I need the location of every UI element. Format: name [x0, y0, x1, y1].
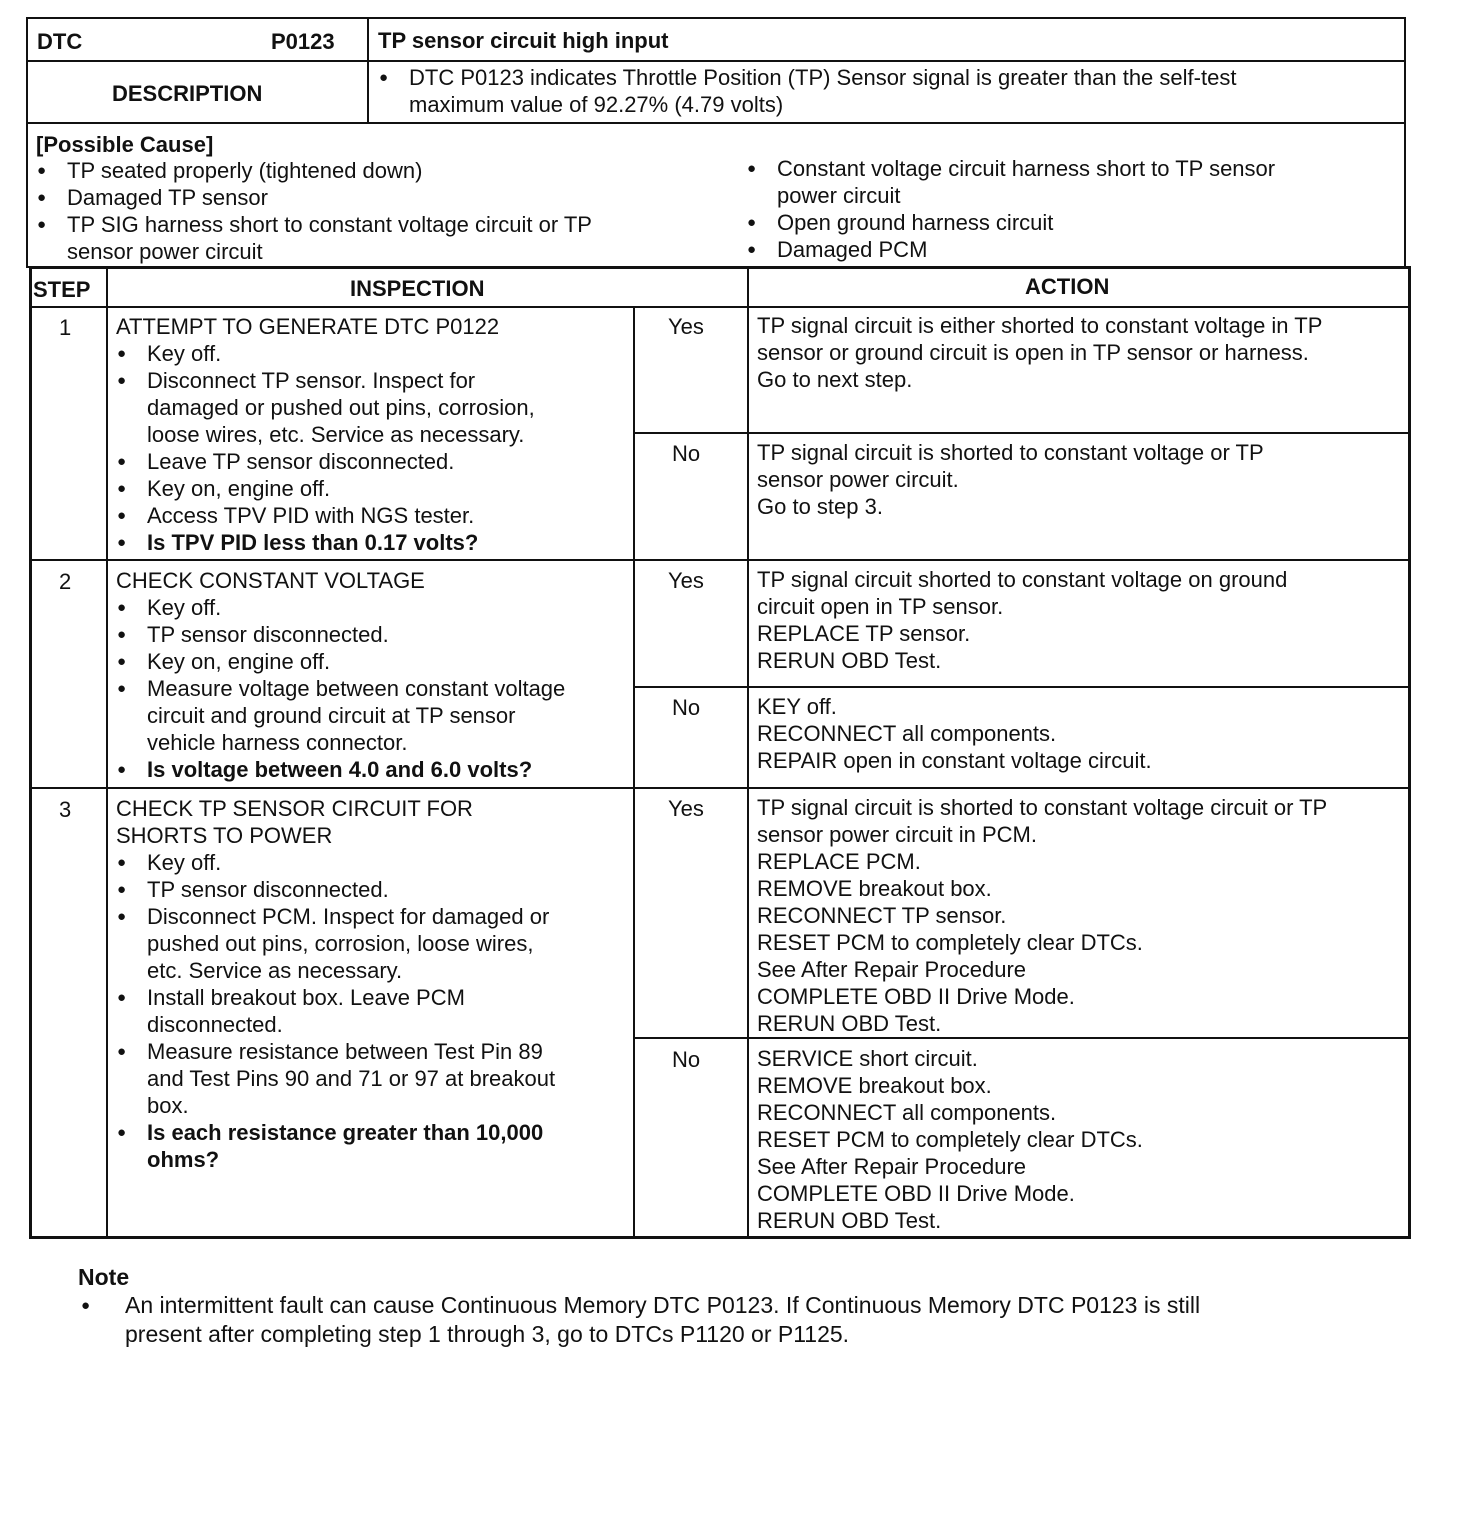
yes-action-line: TP signal circuit is shorted to constant voltage circuit or TP	[757, 795, 1328, 820]
yes-action	[757, 566, 1287, 674]
inspection-item	[116, 1038, 555, 1119]
no-action-line: RECONNECT all components.	[757, 721, 1057, 746]
step-title-line: CHECK TP SENSOR CIRCUIT FOR	[116, 796, 473, 821]
yes-action	[757, 312, 1322, 393]
step-number: 3	[59, 797, 72, 822]
no-label: No	[672, 441, 701, 466]
step-number: 1	[59, 315, 72, 340]
inspection-item	[116, 621, 565, 648]
step-1-2-divider	[29, 559, 1411, 561]
inspection-item-line: damaged or pushed out pins, corrosion,	[147, 395, 535, 420]
yes-label: Yes	[668, 568, 704, 593]
inspection-item-line: Key on, engine off.	[147, 476, 331, 501]
yes-action-line: sensor power circuit in PCM.	[757, 822, 1037, 847]
inspection-item-line: TP sensor disconnected.	[147, 622, 389, 647]
inspection-item-line: Key off.	[147, 850, 222, 875]
yes-action-line: circuit open in TP sensor.	[757, 594, 1004, 619]
action-column-header: ACTION	[1025, 274, 1110, 299]
description-line-1: DTC P0123 indicates Throttle Position (TP) Sensor signal is greater than the self-test	[409, 65, 1237, 90]
inspection-item-line: disconnected.	[147, 1012, 283, 1037]
inspection-item-line: Disconnect TP sensor. Inspect for	[147, 368, 476, 393]
inspection-item-line: Is each resistance greater than 10,000	[147, 1120, 544, 1145]
dtc-label: DTC	[37, 29, 83, 54]
inspection-item-line: pushed out pins, corrosion, loose wires,	[147, 931, 534, 956]
yes-action-line: REMOVE breakout box.	[757, 876, 992, 901]
inspection-item-line: Key off.	[147, 341, 222, 366]
possible-cause-list-right	[746, 155, 1275, 263]
no-action-line: REMOVE breakout box.	[757, 1073, 992, 1098]
inspection-item-line: Leave TP sensor disconnected.	[147, 449, 455, 474]
inspection-item-line: TP sensor disconnected.	[147, 877, 389, 902]
inspection-item-line: Disconnect PCM. Inspect for damaged or	[147, 904, 550, 929]
yes-action-line: COMPLETE OBD II Drive Mode.	[757, 984, 1075, 1009]
inspection-item	[116, 367, 535, 448]
yes-action-line: Go to next step.	[757, 367, 913, 392]
possible-cause-item-line: TP SIG harness short to constant voltage circuit or TP	[67, 212, 592, 237]
action-column-divider	[747, 266, 749, 1239]
step-column-header: STEP	[33, 277, 91, 302]
step-inspection-list	[116, 849, 555, 1173]
step-inspection-list	[116, 594, 565, 783]
inspection-item	[116, 502, 535, 529]
no-action-line: Go to step 3.	[757, 494, 883, 519]
step-inspection-list	[116, 340, 535, 556]
description-line-2: maximum value of 92.27% (4.79 volts)	[409, 92, 784, 117]
inspection-item	[116, 594, 565, 621]
yes-action-line: sensor or ground circuit is open in TP sensor or harness.	[757, 340, 1309, 365]
possible-cause-heading: [Possible Cause]	[36, 132, 214, 157]
possible-cause-item	[36, 211, 592, 265]
inspection-item-line: circuit and ground circuit at TP sensor	[147, 703, 516, 728]
dtc-code: P0123	[271, 29, 335, 54]
no-action-line: RERUN OBD Test.	[757, 1208, 942, 1233]
possible-cause-item-line: power circuit	[777, 183, 901, 208]
possible-cause-item	[746, 209, 1275, 236]
no-action	[757, 439, 1264, 520]
yes-action	[757, 794, 1327, 1037]
inspection-item	[116, 475, 535, 502]
possible-cause-item	[746, 236, 1275, 263]
header-column-divider	[367, 17, 369, 124]
inspection-item-line: box.	[147, 1093, 189, 1118]
header-divider	[26, 60, 1406, 62]
no-action-line: See After Repair Procedure	[757, 1154, 1027, 1179]
possible-cause-item	[36, 184, 592, 211]
possible-cause-item-line: sensor power circuit	[67, 239, 263, 264]
inspection-item-line: Install breakout box. Leave PCM	[147, 985, 465, 1010]
step-2-3-divider	[29, 787, 1411, 789]
no-action-line: KEY off.	[757, 694, 837, 719]
step-column-divider	[106, 266, 108, 1239]
yes-action-line: RERUN OBD Test.	[757, 1011, 942, 1036]
possible-cause-item-line: Damaged TP sensor	[67, 185, 268, 210]
yes-action-line: REPLACE PCM.	[757, 849, 921, 874]
note-list	[80, 1291, 1200, 1349]
no-action-line: COMPLETE OBD II Drive Mode.	[757, 1181, 1075, 1206]
inspection-item-line: Measure resistance between Test Pin 89	[147, 1039, 543, 1064]
inspection-item	[116, 903, 555, 984]
dtc-title: TP sensor circuit high input	[378, 28, 669, 53]
step-1-yes-no-divider	[633, 432, 1411, 434]
inspection-item	[116, 529, 535, 556]
possible-cause-item-line: Open ground harness circuit	[777, 210, 1054, 235]
inspection-item-line: vehicle harness connector.	[147, 730, 408, 755]
no-label: No	[672, 1047, 701, 1072]
inspection-item-line: Access TPV PID with NGS tester.	[147, 503, 475, 528]
step-title-line: CHECK CONSTANT VOLTAGE	[116, 568, 425, 593]
description-bullet	[378, 64, 1236, 118]
inspection-item-line: Is voltage between 4.0 and 6.0 volts?	[147, 757, 533, 782]
inspection-item	[116, 756, 565, 783]
description-text	[378, 64, 1236, 118]
yes-action-line: REPLACE TP sensor.	[757, 621, 971, 646]
no-action-line: RECONNECT all components.	[757, 1100, 1057, 1125]
no-action-line: RESET PCM to completely clear DTCs.	[757, 1127, 1143, 1152]
note-line-1: An intermittent fault can cause Continuous Memory DTC P0123. If Continuous Memory DTC P0123 is still	[125, 1292, 1201, 1318]
inspection-item	[116, 984, 555, 1038]
step-number: 2	[59, 569, 72, 594]
yes-label: Yes	[668, 314, 704, 339]
possible-cause-list-left	[36, 157, 592, 265]
inspection-item-line: Key off.	[147, 595, 222, 620]
no-label: No	[672, 695, 701, 720]
step-2-yes-no-divider	[633, 686, 1411, 688]
no-action-line: SERVICE short circuit.	[757, 1046, 978, 1071]
description-label: DESCRIPTION	[112, 81, 263, 106]
yes-action-line: RESET PCM to completely clear DTCs.	[757, 930, 1143, 955]
inspection-item	[116, 849, 555, 876]
possible-cause-item-line: Damaged PCM	[777, 237, 928, 262]
note-bullet	[80, 1291, 1200, 1349]
inspection-item-line: Is TPV PID less than 0.17 volts?	[147, 530, 479, 555]
inspection-column-divider	[633, 306, 635, 1239]
possible-cause-item	[746, 155, 1275, 209]
inspection-item-line: Measure voltage between constant voltage	[147, 676, 566, 701]
inspection-item	[116, 340, 535, 367]
note-line-2: present after completing step 1 through 3, go to DTCs P1120 or P1125.	[125, 1321, 850, 1347]
possible-cause-item	[36, 157, 592, 184]
no-action	[757, 1045, 1143, 1234]
inspection-item-line: ohms?	[147, 1147, 220, 1172]
step-title	[116, 313, 535, 556]
inspection-item-line: etc. Service as necessary.	[147, 958, 403, 983]
step-title-line: ATTEMPT TO GENERATE DTC P0122	[116, 314, 500, 339]
column-header-divider	[29, 306, 1411, 308]
step-title	[116, 567, 565, 783]
step-title	[116, 795, 555, 1173]
inspection-item	[116, 448, 535, 475]
yes-action-line: RERUN OBD Test.	[757, 648, 942, 673]
yes-label: Yes	[668, 796, 704, 821]
no-action-line: REPAIR open in constant voltage circuit.	[757, 748, 1152, 773]
inspection-item	[116, 648, 565, 675]
yes-action-line: RECONNECT TP sensor.	[757, 903, 1007, 928]
inspection-item	[116, 675, 565, 756]
inspection-column-header: INSPECTION	[350, 276, 485, 301]
inspection-item	[116, 876, 555, 903]
possible-cause-item-line: TP seated properly (tightened down)	[67, 158, 423, 183]
no-action-line: TP signal circuit is shorted to constant voltage or TP	[757, 440, 1264, 465]
yes-action-line: TP signal circuit shorted to constant voltage on ground	[757, 567, 1288, 592]
step-3-yes-no-divider	[633, 1037, 1411, 1039]
possible-cause-item-line: Constant voltage circuit harness short to TP sensor	[777, 156, 1276, 181]
inspection-item-line: loose wires, etc. Service as necessary.	[147, 422, 525, 447]
no-action-line: sensor power circuit.	[757, 467, 959, 492]
step-title-line: SHORTS TO POWER	[116, 823, 333, 848]
inspection-item-line: Key on, engine off.	[147, 649, 331, 674]
inspection-item	[116, 1119, 555, 1173]
yes-action-line: TP signal circuit is either shorted to constant voltage in TP	[757, 313, 1323, 338]
inspection-item-line: and Test Pins 90 and 71 or 97 at breakout	[147, 1066, 556, 1091]
yes-action-line: See After Repair Procedure	[757, 957, 1027, 982]
note-heading: Note	[78, 1264, 130, 1290]
no-action	[757, 693, 1152, 774]
